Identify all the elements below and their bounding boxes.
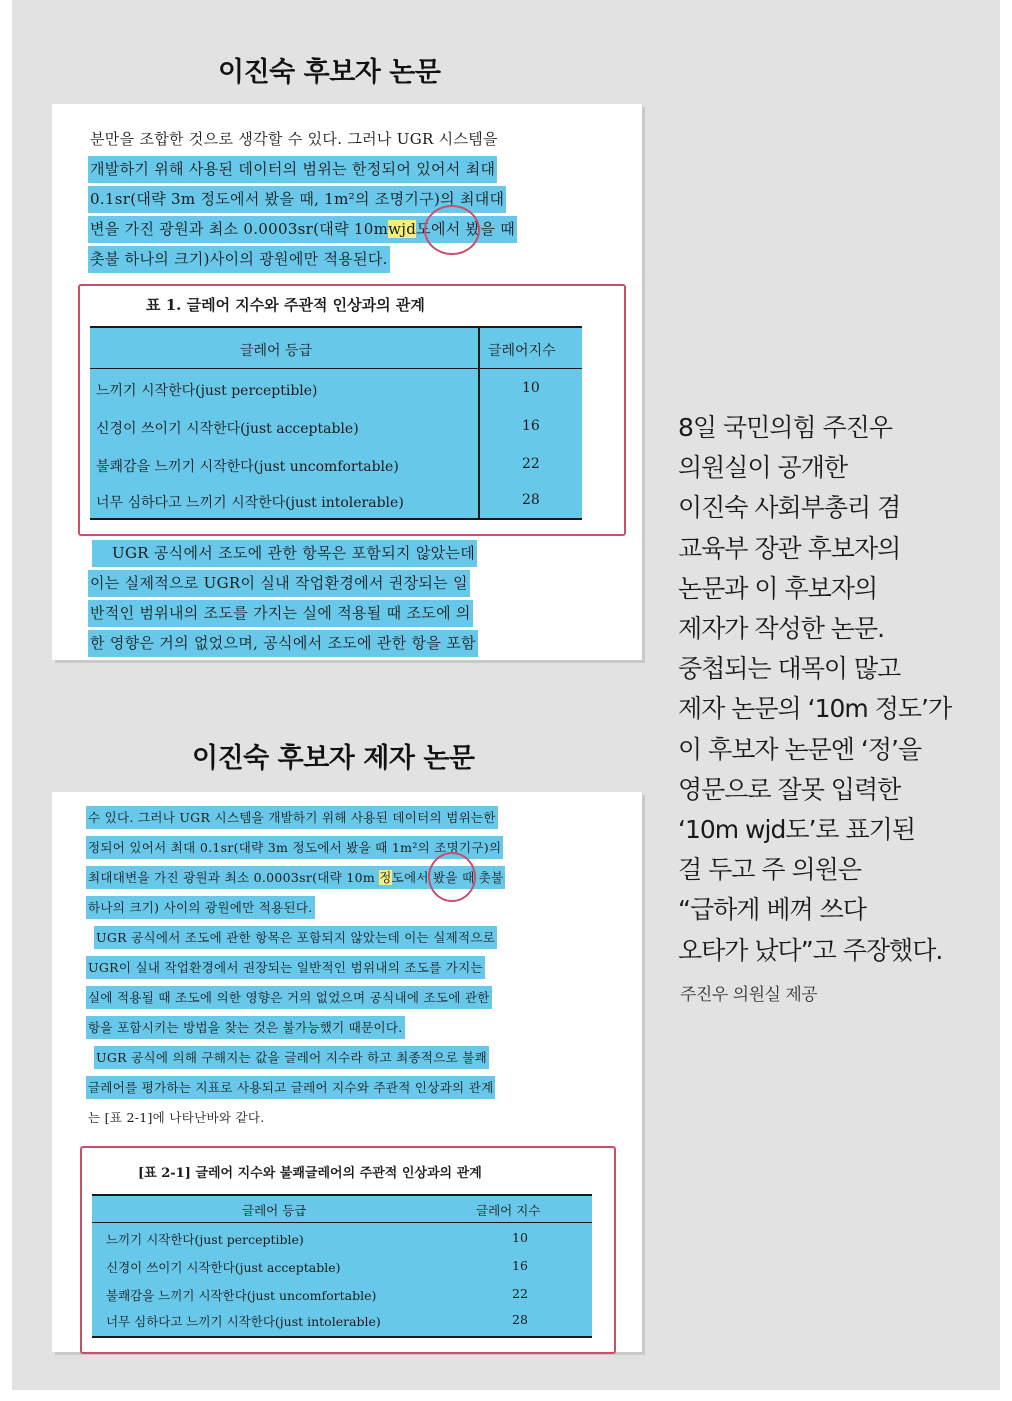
paper2-line-8: 항을 포함시키는 방법을 찾는 것은 불가능했기 때문이다.: [86, 1016, 405, 1039]
paper1-row-3-grade: 불쾌감을 느끼기 시작한다(just uncomfortable): [96, 459, 399, 475]
paper2-line-9: UGR 공식에 의해 구해지는 값을 글레어 지수라 하고 최종적으로 불쾌: [94, 1046, 489, 1069]
caption-line-12: 걸 두고 주 의원은: [678, 855, 861, 885]
paper2-line-2: 정되어 있어서 최대 0.1sr(대략 3m 정도에서 봤을 때 1m²의 조명기구)의: [86, 836, 503, 859]
caption-line-9: 이 후보자 논문엔 ‘정’을: [678, 734, 922, 764]
paper1-row-2-grade: 신경이 쓰이기 시작한다(just acceptable): [96, 421, 359, 437]
paper1-line-2: 개발하기 위해 사용된 데이터의 범위는 한정되어 있어서 최대: [88, 156, 497, 183]
paper1-row-1-index: 10: [522, 380, 540, 396]
caption-line-5: 논문과 이 후보자의: [678, 573, 878, 603]
paper2-table: [92, 1194, 592, 1338]
caption-line-4: 교육부 장관 후보자의: [678, 533, 901, 563]
paper2-line-7: 실에 적용될 때 조도에 의한 영향은 거의 없었으며 공식내에 조도에 관한: [86, 986, 492, 1009]
caption-line-7: 중첩되는 대목이 많고: [678, 654, 901, 684]
paper2-line-3: 최대대변을 가진 광원과 최소 0.0003sr(대략 10m 정도에서 봤을 때 촛불: [86, 866, 505, 889]
paper2-line-4: 하나의 크기) 사이의 광원에만 적용된다.: [86, 896, 315, 919]
caption-line-2: 의원실이 공개한: [678, 453, 847, 483]
caption-line-6: 제자가 작성한 논문.: [678, 614, 885, 644]
photo-credit: 주진우 의원실 제공: [680, 985, 818, 1005]
paper1-table-caption: 표 1. 글레어 지수와 주관적 인상과의 관계: [146, 296, 425, 314]
caption-line-1: 8일 국민의힘 주진우: [678, 413, 892, 442]
paper1-th-grade: 글레어 등급: [240, 343, 313, 359]
paper1-row-1-grade: 느끼기 시작한다(just perceptible): [96, 383, 318, 399]
typo-wjd-mark: wjd: [388, 220, 417, 238]
paper2-th-grade: 글레어 등급: [242, 1203, 307, 1218]
caption-line-8: 제자 논문의 ‘10m 정도’가: [678, 694, 952, 724]
paper1-th-index: 글레어지수: [488, 343, 556, 359]
paper1-table: [90, 326, 582, 520]
photo-caption: [678, 408, 998, 971]
paper1-bottom-line-1: UGR 공식에서 조도에 관한 항목은 포함되지 않았는데: [92, 540, 477, 567]
paper1-table-divider: [478, 328, 480, 518]
paper1-row-4-grade: 너무 심하다고 느끼기 시작한다(just intolerable): [96, 495, 404, 511]
paper2-row-4-index: 28: [512, 1312, 528, 1327]
heading-candidate-paper: 이진숙 후보자 논문: [218, 57, 441, 88]
paper2-line-11: 는 [표 2-1]에 나타난바와 같다.: [88, 1110, 265, 1125]
caption-line-14: 오타가 났다”고 주장했다.: [678, 935, 943, 965]
paper2-line-1: 수 있다. 그러나 UGR 시스템을 개발하기 위해 사용된 데이터의 범위는한: [86, 806, 498, 829]
candidate-paper-scan: [52, 104, 642, 660]
paper2-row-3-grade: 불쾌감을 느끼기 시작한다(just uncomfortable): [106, 1288, 377, 1303]
paper2-row-2-index: 16: [512, 1258, 528, 1273]
paper1-line-1: [90, 126, 498, 153]
correct-word-circle: [428, 852, 476, 902]
caption-line-3: 이진숙 사회부총리 겸: [678, 493, 901, 523]
paper2-row-3-index: 22: [512, 1286, 528, 1301]
heading-student-paper: 이진숙 후보자 제자 논문: [192, 743, 475, 774]
paper1-row-3-index: 22: [522, 456, 540, 472]
paper2-row-1-grade: 느끼기 시작한다(just perceptible): [106, 1232, 304, 1247]
caption-line-10: 영문으로 잘못 입력한: [678, 774, 901, 804]
paper2-row-1-index: 10: [512, 1230, 528, 1245]
paper1-bottom-line-2: 이는 실제적으로 UGR이 실내 작업환경에서 권장되는 일: [88, 570, 470, 597]
paper1-row-4-index: 28: [522, 492, 540, 508]
caption-line-13: “급하게 베껴 쓰다: [678, 895, 866, 925]
paper2-line-10: 글레어를 평가하는 지표로 사용되고 글레어 지수와 주관적 인상과의 관계: [86, 1076, 495, 1099]
paper1-line-1-text: 분만을 조합한 것으로 생각할 수 있다. 그러나 UGR 시스템을: [90, 130, 498, 148]
caption-line-11: ‘10m wjd도’로 표기된: [678, 815, 915, 845]
paper2-line-5: UGR 공식에서 조도에 관한 항목은 포함되지 않았는데 이는 실제적으로: [94, 926, 497, 949]
paper1-line-5: 촛불 하나의 크기)사이의 광원에만 적용된다.: [88, 246, 390, 273]
paper2-row-2-grade: 신경이 쓰이기 시작한다(just acceptable): [106, 1260, 341, 1275]
paper1-bottom-line-4: 한 영향은 거의 없었으며, 공식에서 조도에 관한 항을 포함: [88, 630, 478, 657]
student-paper-scan: [52, 792, 642, 1352]
paper2-row-4-grade: 너무 심하다고 느끼기 시작한다(just intolerable): [106, 1314, 381, 1329]
typo-highlight-circle: [424, 205, 480, 255]
paper2-line-6: UGR이 실내 작업환경에서 권장되는 일반적인 범위내의 조도를 가지는: [86, 956, 485, 979]
paper1-line-4: 변을 가진 광원과 최소 0.0003sr(대략 10mwjd도에서 봤을 때: [88, 216, 517, 243]
paper2-table-caption: [표 2-1] 글레어 지수와 불쾌글레어의 주관적 인상과의 관계: [138, 1166, 482, 1181]
paper1-bottom-line-3: 반적인 범위내의 조도를 가지는 실에 적용될 때 조도에 의: [88, 600, 473, 627]
paper2-th-index: 글레어 지수: [476, 1203, 541, 1218]
paper1-line-3: 0.1sr(대략 3m 정도에서 봤을 때, 1m²의 조명기구)의 최대대: [88, 186, 506, 213]
correct-word-mark: 정: [379, 870, 392, 885]
paper1-row-2-index: 16: [522, 418, 540, 434]
